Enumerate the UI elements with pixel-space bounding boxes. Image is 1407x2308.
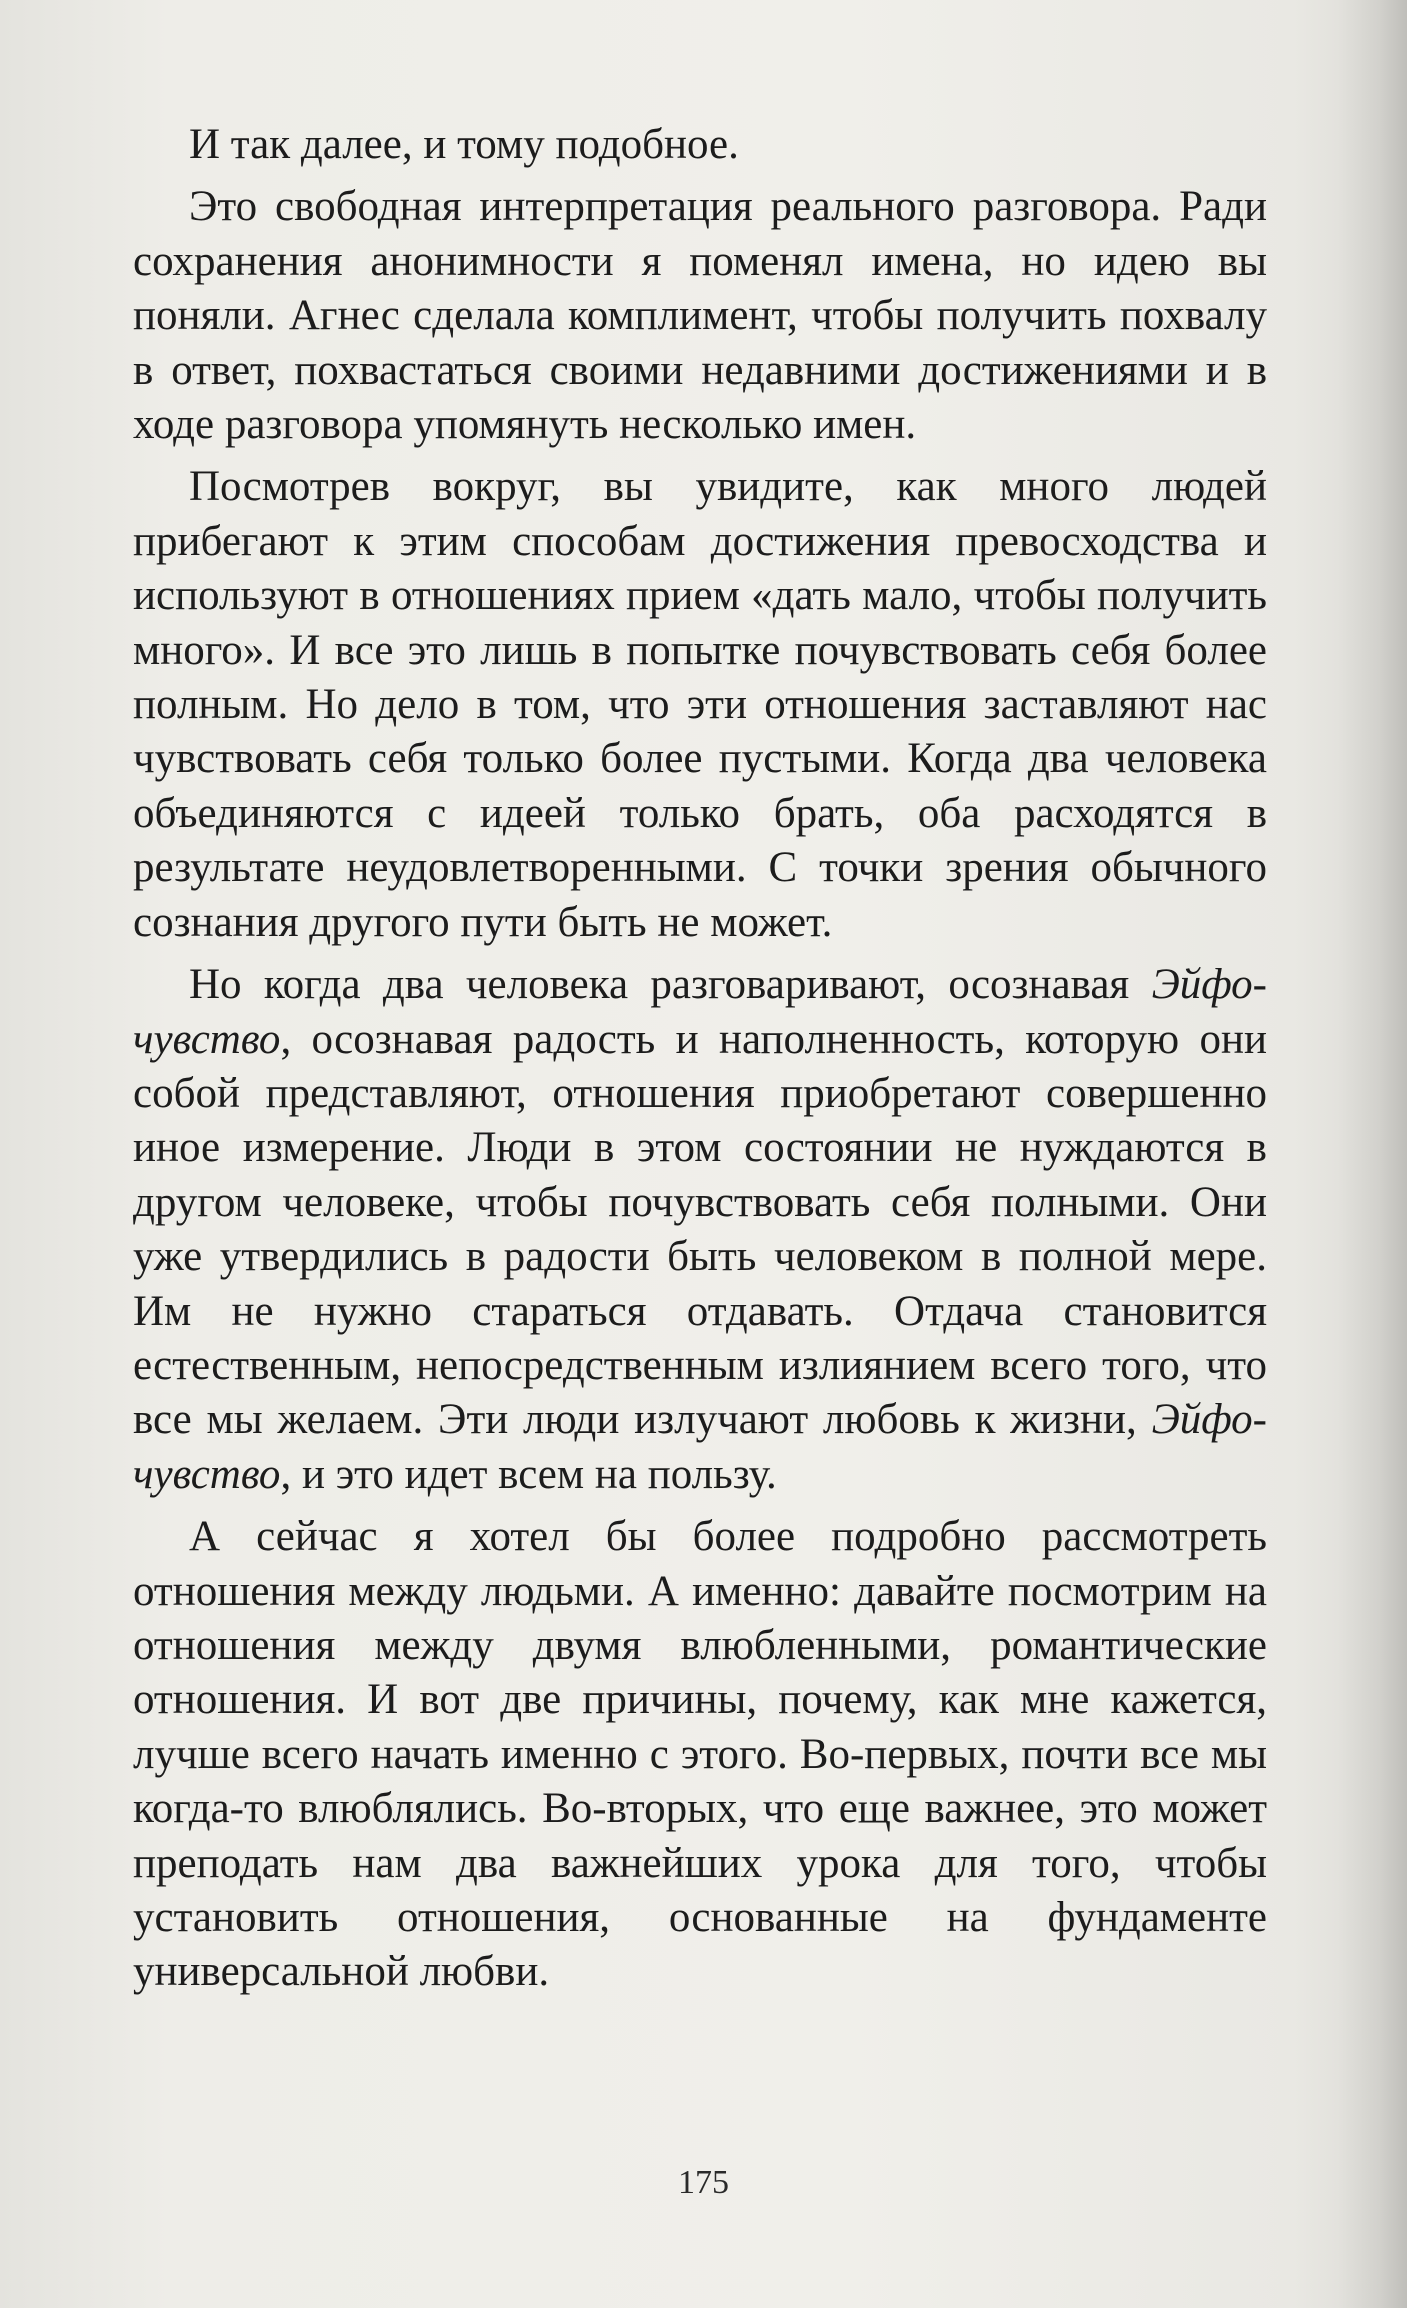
paragraph-2 [133, 180, 1267, 452]
paragraph-5-text: А сейчас я хотел бы более подробно рассмотреть отношения между людьми. А именно: давайте посмотрим на отношения между двумя влюбленными, романтические отношения. И вот две причины, почему, как мне кажется, лучше всего начать именно с этого. Во-первых, почти все мы когда-то влюблялись. Во-вторых, что еще важнее, это может преподать нам два важнейших урока для того, чтобы установить отношения, основанные на фундаменте универсальной любви. [133, 1513, 1267, 1996]
paragraph-5 [133, 1510, 1267, 2000]
page-number: 175 [678, 2164, 729, 2201]
paragraph-4-italic-term-2: Эйфо-чувство [133, 1396, 1267, 1498]
paragraph-4-text-c: , и это идет всем на пользу. [280, 1450, 777, 1498]
paragraph-4-text-a: Но когда два человека разговаривают, осознавая [189, 961, 1152, 1009]
paragraph-2-text: Это свободная интерпретация реального разговора. Ради сохранения анонимности я поменял имена, но идею вы поняли. Агнес сделала комплимент, чтобы получить похвалу в ответ, похвастаться своими недавними достижениями и в ходе разговора упомянуть несколько имен. [133, 183, 1267, 449]
paragraph-4-text-b: , осознавая радость и наполненность, которую они собой представляют, отношения приобретают совершенно иное измерение. Люди в этом состоянии не нуждаются в другом человеке, чтобы почувствовать себя полными. Они уже утвердились в радости быть человеком в полной мере. Им не нужно стараться отдавать. Отдача становится естественным, непосредственным излиянием всего того, что все мы желаем. Эти люди излучают любовь к жизни, [133, 1015, 1267, 1444]
paragraph-3 [133, 460, 1267, 950]
paragraph-4-italic-term-1: Эйфо-чувство [133, 961, 1267, 1063]
body-text [133, 118, 1267, 2000]
spine-shadow [1337, 0, 1407, 2308]
paragraph-1 [133, 118, 1267, 172]
paragraph-1-text: И так далее, и тому подобное. [189, 121, 739, 168]
paragraph-4 [133, 958, 1267, 1502]
paragraph-3-text: Посмотрев вокруг, вы увидите, как много людей прибегают к этим способам достижения превосходства и используют в отношениях прием «дать мало, чтобы получить много». И все это лишь в попытке почувствовать себя более полным. Но дело в том, что эти отношения заставляют нас чувствовать себя только более пустыми. Когда два человека объединяются с идеей только брать, оба расходятся в результате неудовлетворенными. С точки зрения обычного сознания другого пути быть не может. [133, 463, 1267, 946]
